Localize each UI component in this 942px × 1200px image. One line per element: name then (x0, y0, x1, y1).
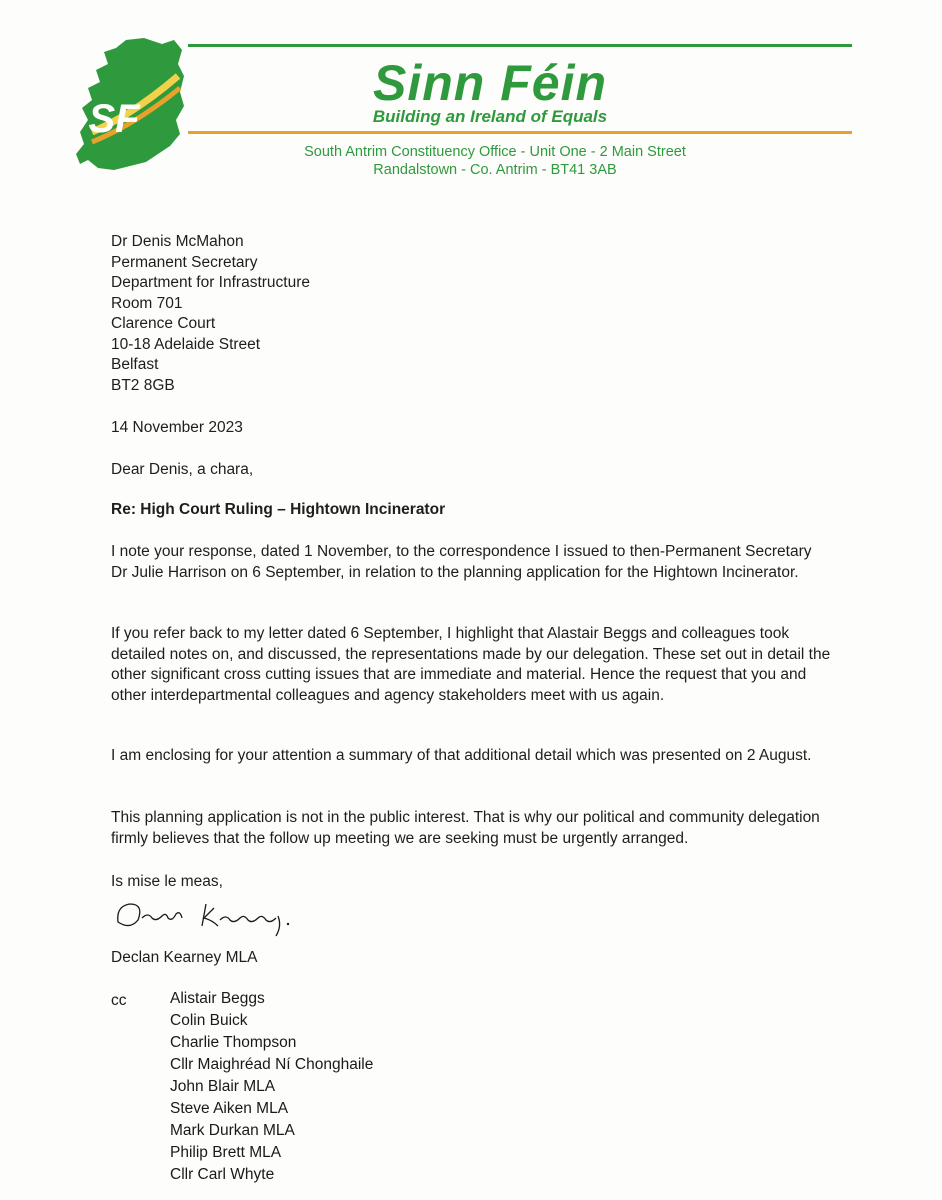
recipient-line: Room 701 (111, 294, 183, 312)
cc-recipient: Steve Aiken MLA (170, 1100, 289, 1117)
cc-list (170, 988, 373, 1186)
sender-name: Declan Kearney MLA (111, 949, 258, 966)
office-address-line-1: South Antrim Constituency Office - Unit One - 2 Main Street (304, 144, 686, 160)
recipient-line: BT2 8GB (111, 376, 175, 394)
letterhead (0, 0, 942, 200)
party-name: Sinn Féin (373, 55, 607, 111)
paragraph-4: This planning application is not in the public interest. That is why our political and community delegation firmly believes that the follow up meeting we are seeking must be urgently arranged. (111, 809, 820, 847)
recipient-line: Belfast (111, 356, 159, 373)
paragraph-2: If you refer back to my letter dated 6 September, I highlight that Alastair Beggs and colleagues took detailed notes on, and discussed, the representations made by our delegation. These set out in detail the other significant cross cutting issues that are immediate and material. Hence the request that you and other interdepartmental colleagues and agency stakeholders meet with us again. (111, 625, 831, 704)
cc-recipient: Philip Brett MLA (170, 1144, 282, 1161)
cc-recipient: Mark Durkan MLA (170, 1122, 295, 1139)
orange-rule (188, 131, 852, 134)
handwritten-signature (110, 892, 310, 942)
tagline: Building an Ireland of Equals (372, 107, 608, 126)
cc-recipient: Charlie Thompson (170, 1034, 297, 1051)
signoff: Is mise le meas, (111, 873, 223, 890)
cc-recipient: John Blair MLA (170, 1078, 276, 1095)
cc-recipient: Alistair Beggs (170, 990, 265, 1007)
recipient-line: Permanent Secretary (111, 253, 258, 271)
sinn-fein-ireland-logo (74, 36, 186, 174)
cc-recipient: Cllr Maighréad Ní Chonghaile (170, 1056, 374, 1073)
green-rule (188, 44, 852, 47)
office-address-line-2: Randalstown - Co. Antrim - BT41 3AB (373, 162, 617, 178)
paragraph-1: I note your response, dated 1 November, to the correspondence I issued to then-Permanent Secretary Dr Julie Harrison on 6 September, in relation to the planning application for the Hightown Incinerator. (111, 543, 812, 581)
letter-date: 14 November 2023 (111, 419, 243, 436)
cc-recipient: Cllr Carl Whyte (170, 1166, 275, 1183)
cc-label: cc (111, 992, 127, 1009)
paragraph-3: I am enclosing for your attention a summary of that additional detail which was presented on 2 August. (111, 747, 812, 764)
salutation: Dear Denis, a chara, (111, 461, 254, 478)
recipient-line: 10-18 Adelaide Street (111, 335, 261, 353)
recipient-address (111, 232, 310, 396)
subject-line: Re: High Court Ruling – Hightown Incinerator (111, 501, 446, 518)
recipient-line: Department for Infrastructure (111, 274, 310, 291)
recipient-line: Dr Denis McMahon (111, 233, 244, 250)
cc-recipient: Colin Buick (170, 1012, 248, 1029)
logo-text: SF (88, 97, 140, 141)
recipient-line: Clarence Court (111, 315, 216, 332)
